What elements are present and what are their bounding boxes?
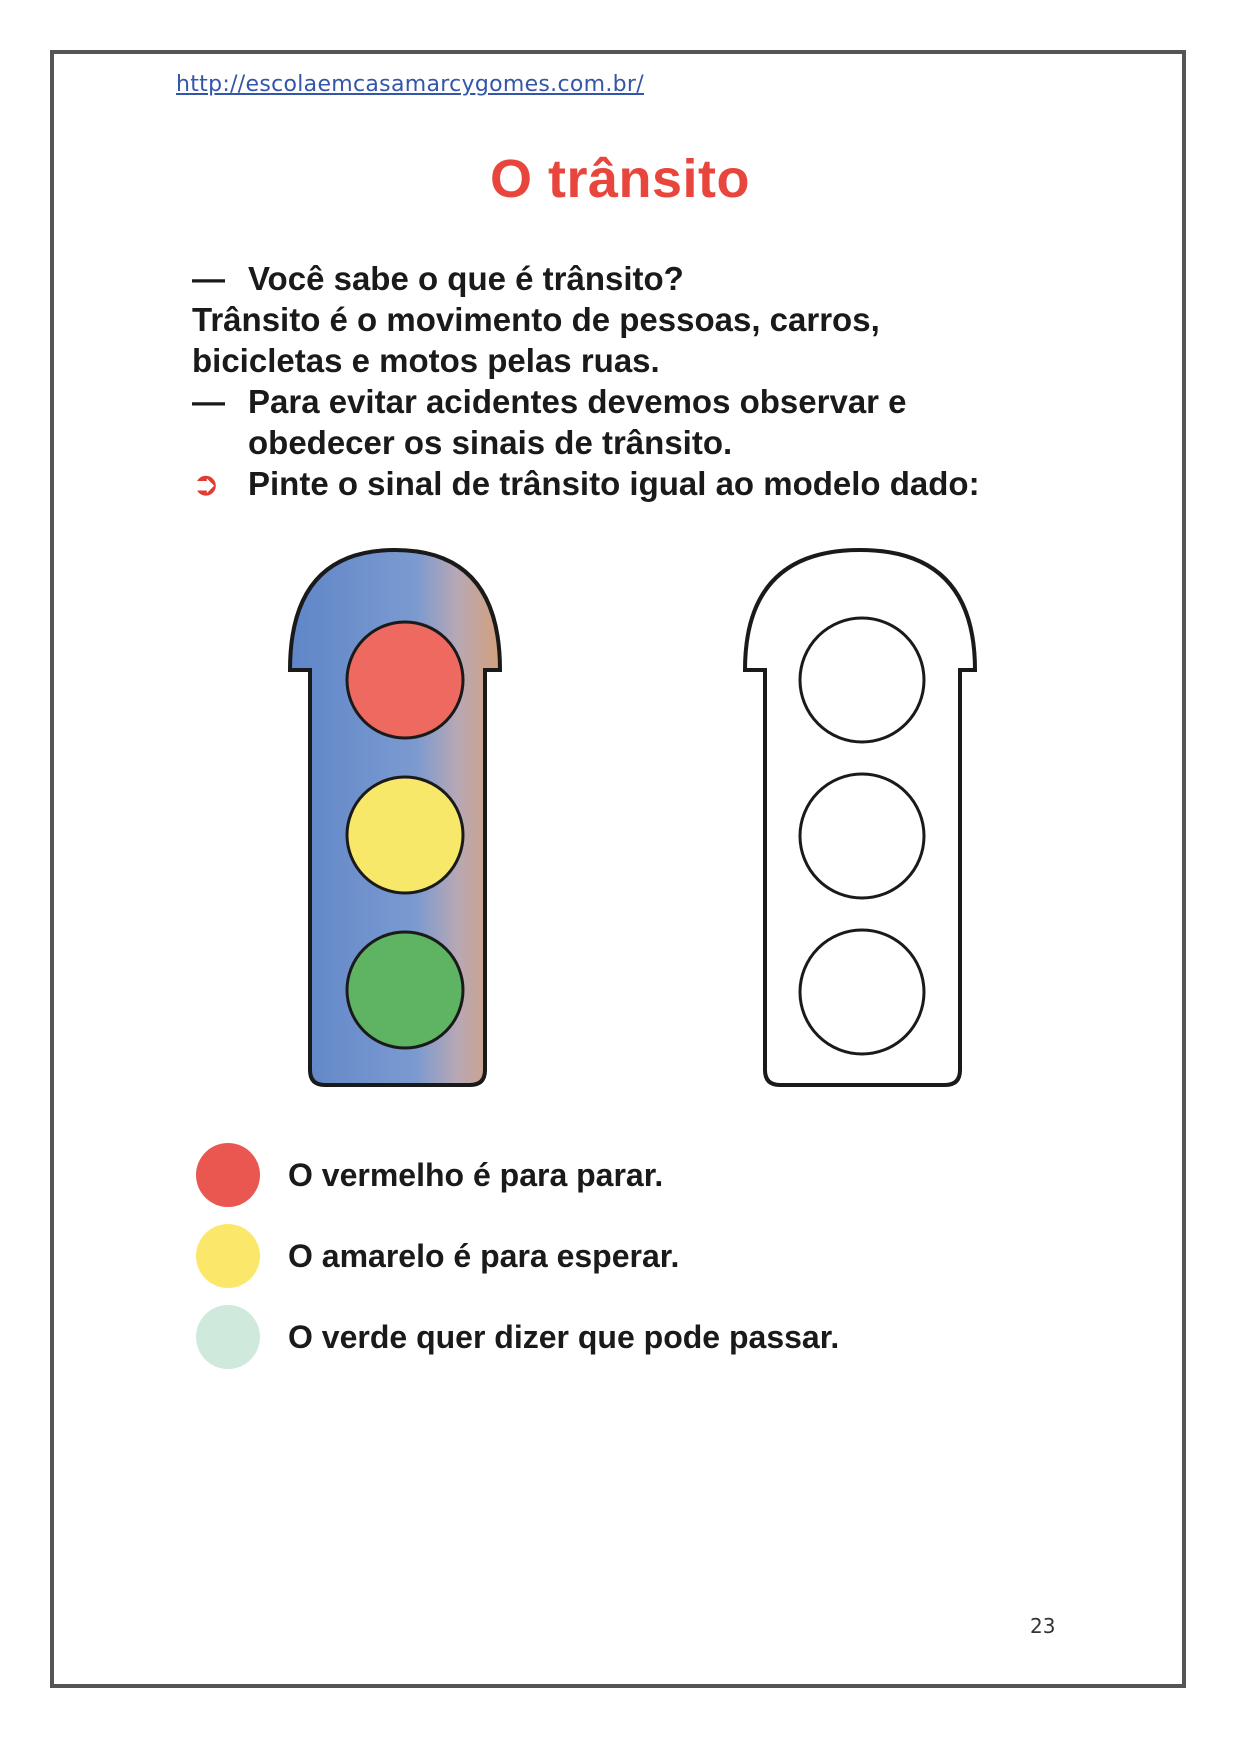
- advice-line-2: obedecer os sinais de trânsito.: [248, 424, 733, 461]
- legend-text-yellow: O amarelo é para esperar.: [288, 1237, 680, 1274]
- answer-line-1: Trânsito é o movimento de pessoas, carros,: [192, 301, 880, 338]
- instruction-text: Pinte o sinal de trânsito igual ao modelo dado:: [248, 465, 980, 502]
- page-title: O trânsito: [489, 149, 751, 209]
- blank-top-light[interactable]: [800, 618, 924, 742]
- dash-bullet: —: [192, 383, 225, 420]
- green-dot-icon: [196, 1305, 260, 1369]
- arrow-bullet-icon: ➲: [192, 465, 220, 502]
- advice-text-1: Para evitar acidentes devemos observar e: [248, 383, 907, 420]
- legend-text-red: O vermelho é para parar.: [288, 1156, 664, 1193]
- advice-line-1: [192, 381, 1092, 422]
- red-dot-icon: [196, 1143, 260, 1207]
- blank-middle-light[interactable]: [800, 774, 924, 898]
- legend-item-red: [196, 1142, 1096, 1208]
- question-line: [192, 258, 1092, 299]
- instruction-line: [192, 463, 1092, 504]
- source-url-link[interactable]: http://escolaemcasamarcygomes.com.br/: [176, 72, 644, 97]
- question-text: Você sabe o que é trânsito?: [248, 260, 684, 297]
- intro-text: [192, 258, 1092, 504]
- red-light: [347, 622, 463, 738]
- page-number: 23: [1030, 1614, 1056, 1638]
- traffic-lights-svg: [270, 540, 1000, 1120]
- yellow-light: [347, 777, 463, 893]
- answer-line-2: bicicletas e motos pelas ruas.: [192, 342, 660, 379]
- legend-item-green: [196, 1304, 1096, 1370]
- legend-text-green: O verde quer dizer que pode passar.: [288, 1318, 840, 1355]
- blank-traffic-light[interactable]: [745, 550, 975, 1085]
- yellow-dot-icon: [196, 1224, 260, 1288]
- dash-bullet: —: [192, 260, 225, 297]
- legend-item-yellow: [196, 1223, 1096, 1289]
- green-light: [347, 932, 463, 1048]
- blank-bottom-light[interactable]: [800, 930, 924, 1054]
- model-traffic-light: [290, 550, 500, 1085]
- traffic-lights-illustration: [270, 540, 1000, 1120]
